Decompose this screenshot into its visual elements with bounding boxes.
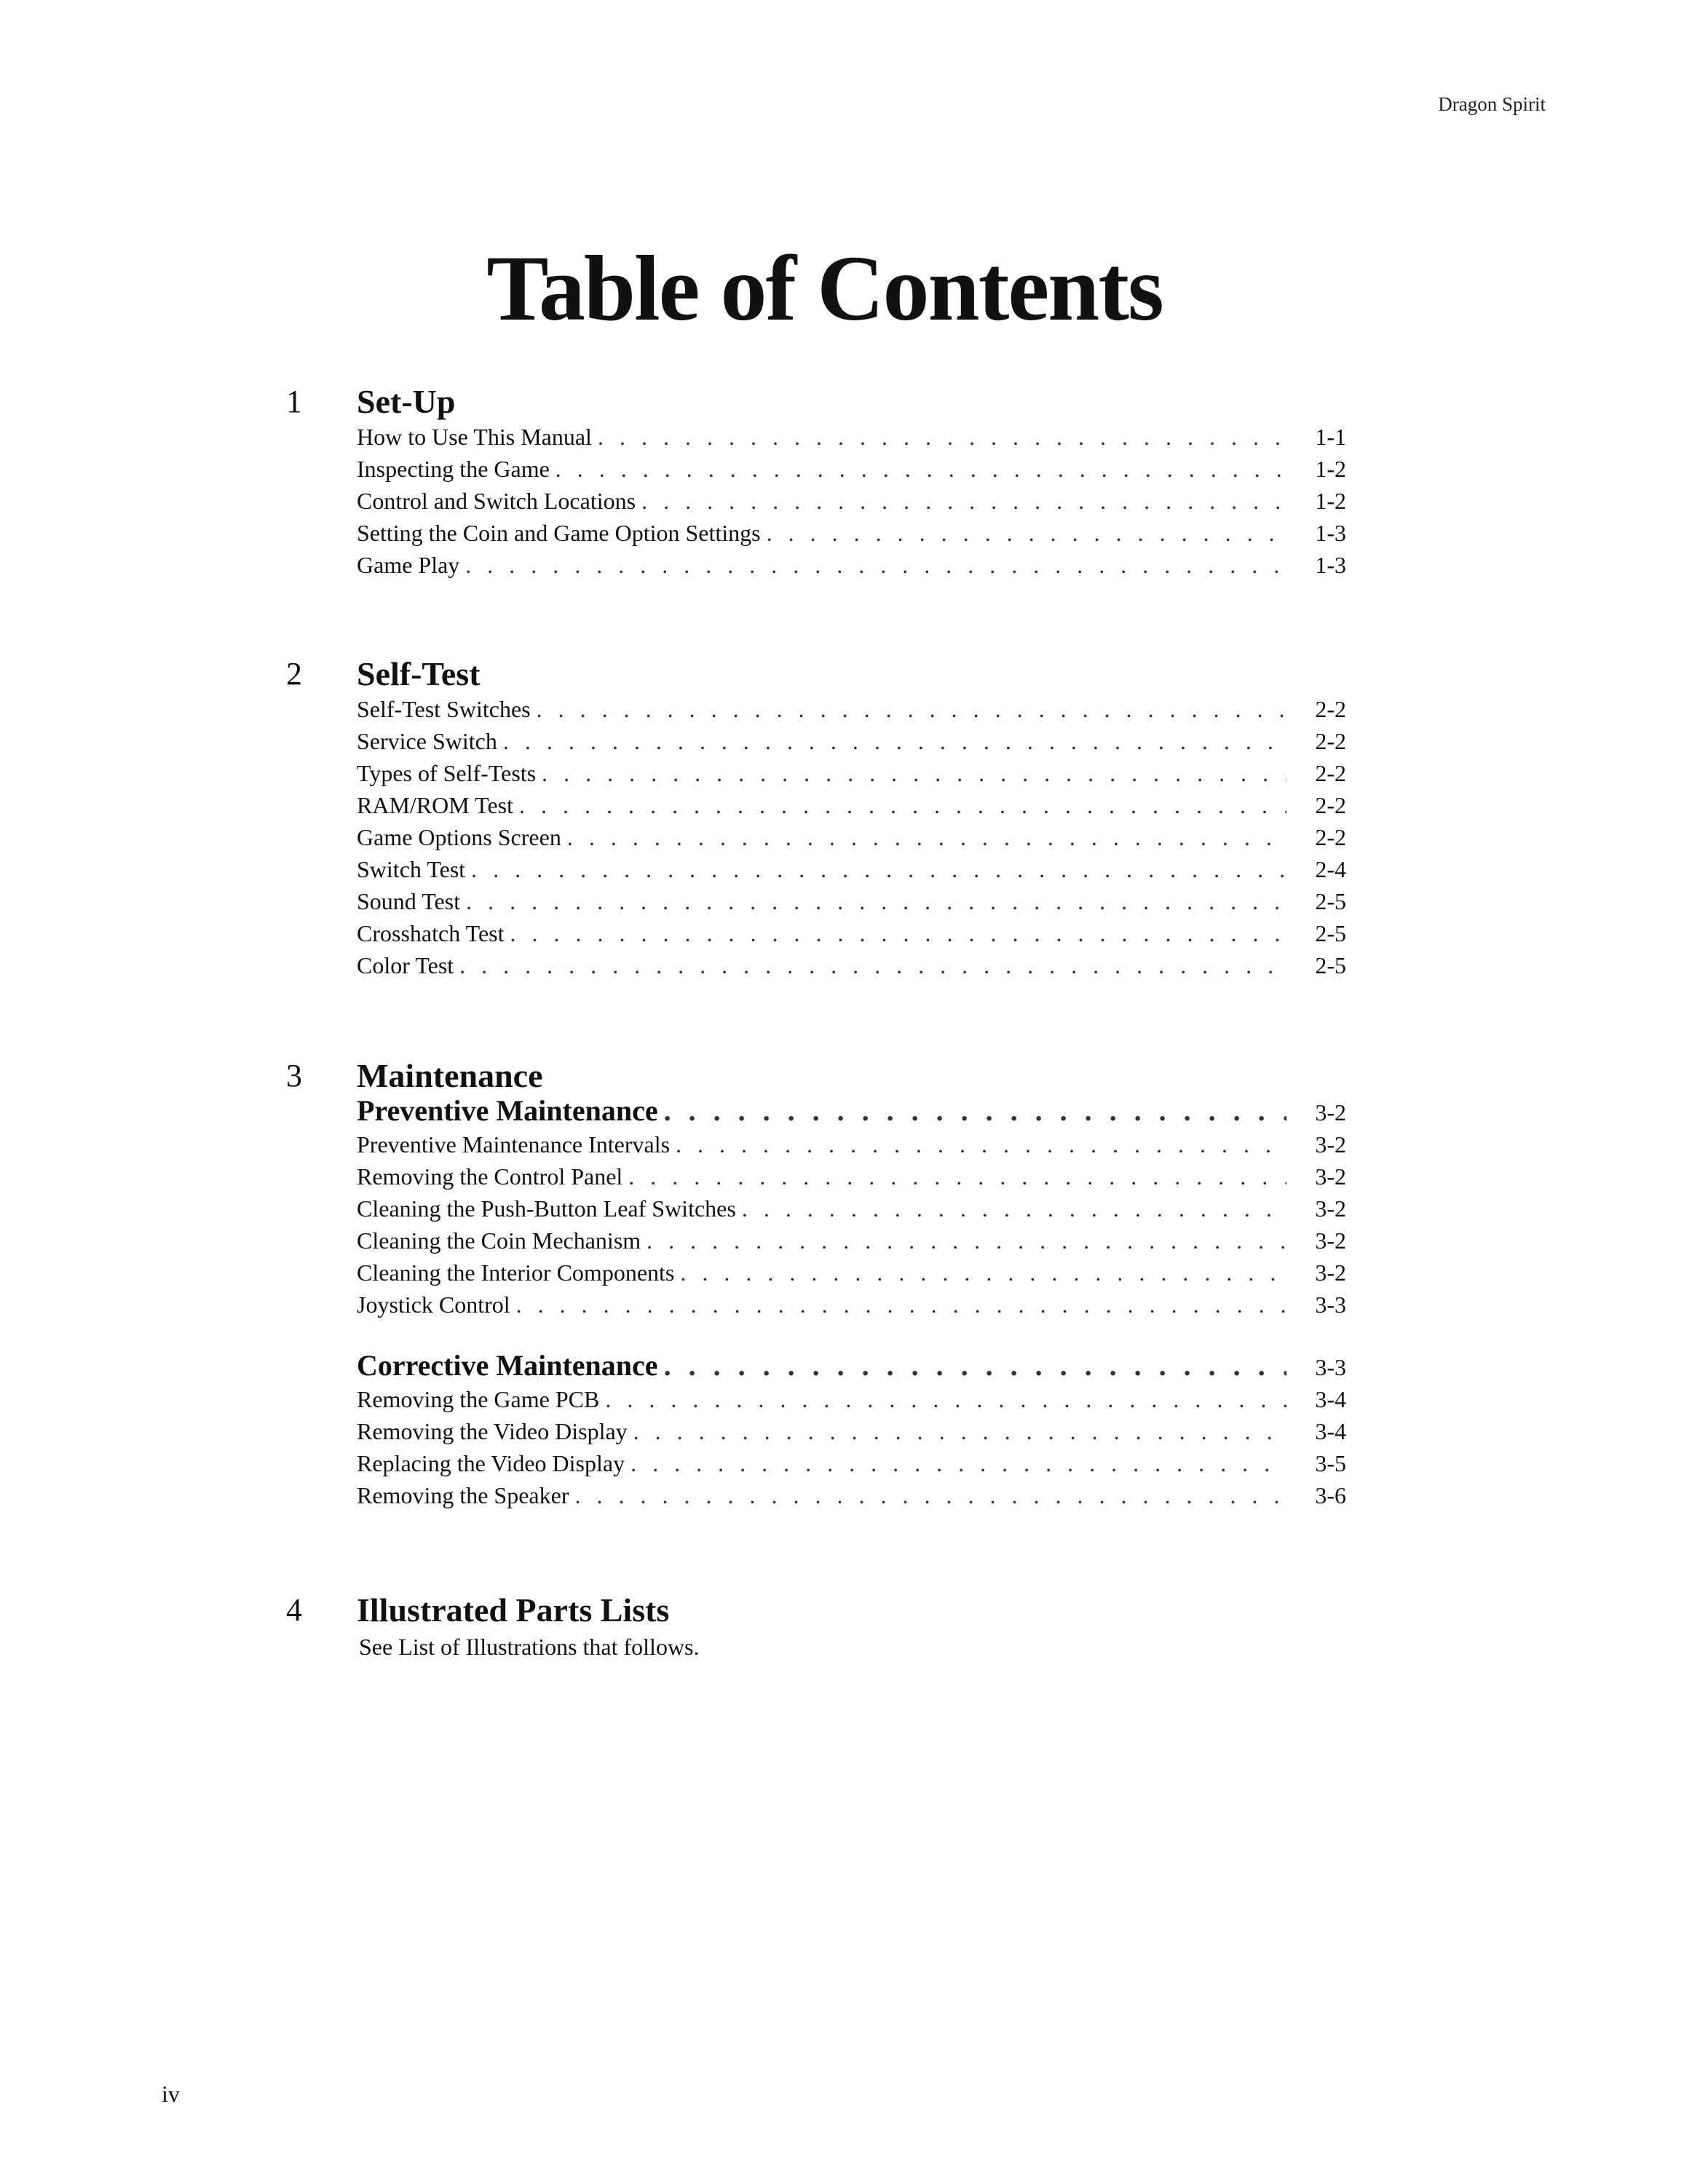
- toc-entry-page: 1-2: [1315, 488, 1346, 514]
- toc-entry-page: 3-2: [1315, 1099, 1346, 1125]
- dot-leader: [628, 1160, 1286, 1192]
- toc-entry-label: Preventive Maintenance Intervals: [357, 1131, 671, 1158]
- toc-entry[interactable]: [357, 1192, 1351, 1224]
- toc-entry[interactable]: [357, 1289, 1351, 1321]
- toc-entry-page: 1-3: [1315, 520, 1346, 546]
- dot-leader: [459, 949, 1286, 981]
- toc-entry[interactable]: [357, 1257, 1351, 1289]
- dot-leader: [567, 821, 1286, 853]
- toc-entry[interactable]: [357, 789, 1351, 821]
- toc-entry-page: 3-4: [1315, 1418, 1346, 1444]
- toc-entry-label: Sound Test: [357, 888, 461, 914]
- toc-entry[interactable]: [357, 885, 1351, 917]
- dot-leader: [556, 453, 1286, 485]
- dot-leader: [574, 1479, 1286, 1511]
- toc-entry-label: Removing the Control Panel: [357, 1163, 623, 1190]
- toc-entry-label: Switch Test: [357, 856, 466, 882]
- dot-leader: [676, 1128, 1286, 1160]
- section-number: 3: [286, 1058, 302, 1093]
- toc-entry-page: 2-2: [1315, 760, 1346, 786]
- toc-entry-page: 2-4: [1315, 856, 1346, 882]
- toc-entry[interactable]: [357, 821, 1351, 853]
- toc-entry-page: 3-2: [1315, 1163, 1346, 1190]
- toc-entry-page: 1-3: [1315, 552, 1346, 578]
- toc-entry-page: 1-2: [1315, 456, 1346, 482]
- toc-entry-label: Types of Self-Tests: [357, 760, 537, 786]
- toc-entry[interactable]: [357, 1415, 1351, 1447]
- toc-entry[interactable]: [357, 421, 1351, 453]
- dot-leader: [767, 517, 1286, 549]
- toc-entry-page: 3-6: [1315, 1482, 1346, 1508]
- dot-leader: [503, 725, 1286, 757]
- toc-entry-page: 1-1: [1315, 424, 1346, 450]
- toc-entry[interactable]: [357, 1479, 1351, 1511]
- toc-entry[interactable]: [357, 1224, 1351, 1257]
- section-note: See List of Illustrations that follows.: [359, 1634, 700, 1660]
- toc-entry-label: Color Test: [357, 952, 454, 978]
- toc-entry-page: 2-5: [1315, 920, 1346, 946]
- dot-leader: [537, 693, 1286, 725]
- toc-entry-label: Game Play: [357, 552, 460, 578]
- page-number: iv: [162, 2081, 180, 2107]
- toc-entry[interactable]: [357, 1383, 1351, 1415]
- toc-subsection-corrective: [357, 1348, 1351, 1511]
- dot-leader: [680, 1257, 1286, 1289]
- toc-entry-page: 3-2: [1315, 1227, 1346, 1254]
- toc-entry[interactable]: [357, 1128, 1351, 1160]
- toc-entry-label: Cleaning the Push-Button Leaf Switches: [357, 1195, 736, 1222]
- toc-entry[interactable]: [357, 917, 1351, 949]
- toc-subheading-label: Corrective Maintenance: [357, 1349, 658, 1382]
- dot-leader: [598, 421, 1286, 453]
- toc-subheading[interactable]: [357, 1348, 1351, 1383]
- toc-entry-label: Removing the Speaker: [357, 1482, 569, 1508]
- section-title: Set-Up: [357, 383, 456, 420]
- dot-leader: [605, 1383, 1286, 1415]
- toc-entry-page: 2-2: [1315, 696, 1346, 722]
- dot-leader: [516, 1289, 1286, 1321]
- section-number: 2: [286, 656, 302, 692]
- dot-leader: [542, 757, 1286, 789]
- toc-entry[interactable]: [357, 725, 1351, 757]
- toc-entry[interactable]: [357, 549, 1351, 581]
- toc-entry[interactable]: [357, 757, 1351, 789]
- dot-leader: [630, 1447, 1286, 1479]
- toc-entry-label: How to Use This Manual: [357, 424, 592, 450]
- dot-leader: [664, 1348, 1286, 1383]
- section-title: Self-Test: [357, 655, 481, 692]
- toc-entry-label: Removing the Game PCB: [357, 1386, 600, 1412]
- dot-leader: [466, 885, 1286, 917]
- toc-entry[interactable]: [357, 949, 1351, 981]
- toc-entry-page: 3-4: [1315, 1386, 1346, 1412]
- dot-leader: [742, 1192, 1286, 1224]
- toc-entry-label: RAM/ROM Test: [357, 792, 513, 818]
- toc-entry-label: Service Switch: [357, 728, 497, 754]
- dot-leader: [664, 1093, 1286, 1128]
- toc-entry[interactable]: [357, 853, 1351, 885]
- toc-entry-label: Cleaning the Coin Mechanism: [357, 1227, 641, 1254]
- dot-leader: [647, 1224, 1286, 1257]
- toc-entry-label: Setting the Coin and Game Option Settings: [357, 520, 761, 546]
- toc-subheading-label: Preventive Maintenance: [357, 1094, 658, 1127]
- toc-entry-label: Crosshatch Test: [357, 920, 505, 946]
- toc-entry[interactable]: [357, 517, 1351, 549]
- section-title: Illustrated Parts Lists: [357, 1591, 670, 1629]
- dot-leader: [471, 853, 1286, 885]
- toc-entry-list: [357, 693, 1351, 981]
- toc-entry-page: 2-2: [1315, 792, 1346, 818]
- toc-entry-page: 3-3: [1315, 1354, 1346, 1380]
- section-title: Maintenance: [357, 1057, 543, 1094]
- toc-entry-page: 3-2: [1315, 1131, 1346, 1158]
- toc-entry-page: 2-5: [1315, 888, 1346, 914]
- toc-entry-label: Self-Test Switches: [357, 696, 531, 722]
- dot-leader: [633, 1415, 1286, 1447]
- toc-entry-label: Inspecting the Game: [357, 456, 550, 482]
- toc-entry-page: 3-2: [1315, 1195, 1346, 1222]
- page-title: Table of Contents: [486, 237, 1163, 340]
- toc-entry-list: [357, 421, 1351, 581]
- toc-entry-page: 3-3: [1315, 1291, 1346, 1318]
- toc-entry[interactable]: [357, 1160, 1351, 1192]
- toc-entry-page: 2-5: [1315, 952, 1346, 978]
- section-number: 4: [286, 1592, 302, 1628]
- dot-leader: [641, 485, 1286, 517]
- toc-entry-label: Cleaning the Interior Components: [357, 1259, 675, 1286]
- toc-entry-label: Control and Switch Locations: [357, 488, 636, 514]
- toc-entry-page: 3-2: [1315, 1259, 1346, 1286]
- toc-subheading[interactable]: [357, 1093, 1351, 1128]
- toc-entry-page: 3-5: [1315, 1450, 1346, 1476]
- dot-leader: [519, 789, 1286, 821]
- toc-entry-label: Game Options Screen: [357, 824, 561, 850]
- toc-entry-page: 2-2: [1315, 824, 1346, 850]
- toc-entry-page: 2-2: [1315, 728, 1346, 754]
- section-number: 1: [286, 384, 302, 419]
- running-header: Dragon Spirit: [1438, 93, 1546, 115]
- dot-leader: [465, 549, 1286, 581]
- toc-entry[interactable]: [357, 1447, 1351, 1479]
- toc-entry[interactable]: [357, 453, 1351, 485]
- dot-leader: [510, 917, 1286, 949]
- toc-subsection-preventive: [357, 1093, 1351, 1321]
- toc-entry-label: Joystick Control: [357, 1291, 510, 1318]
- toc-entry[interactable]: [357, 693, 1351, 725]
- toc-entry[interactable]: [357, 485, 1351, 517]
- toc-entry-label: Replacing the Video Display: [357, 1450, 625, 1476]
- toc-entry-label: Removing the Video Display: [357, 1418, 628, 1444]
